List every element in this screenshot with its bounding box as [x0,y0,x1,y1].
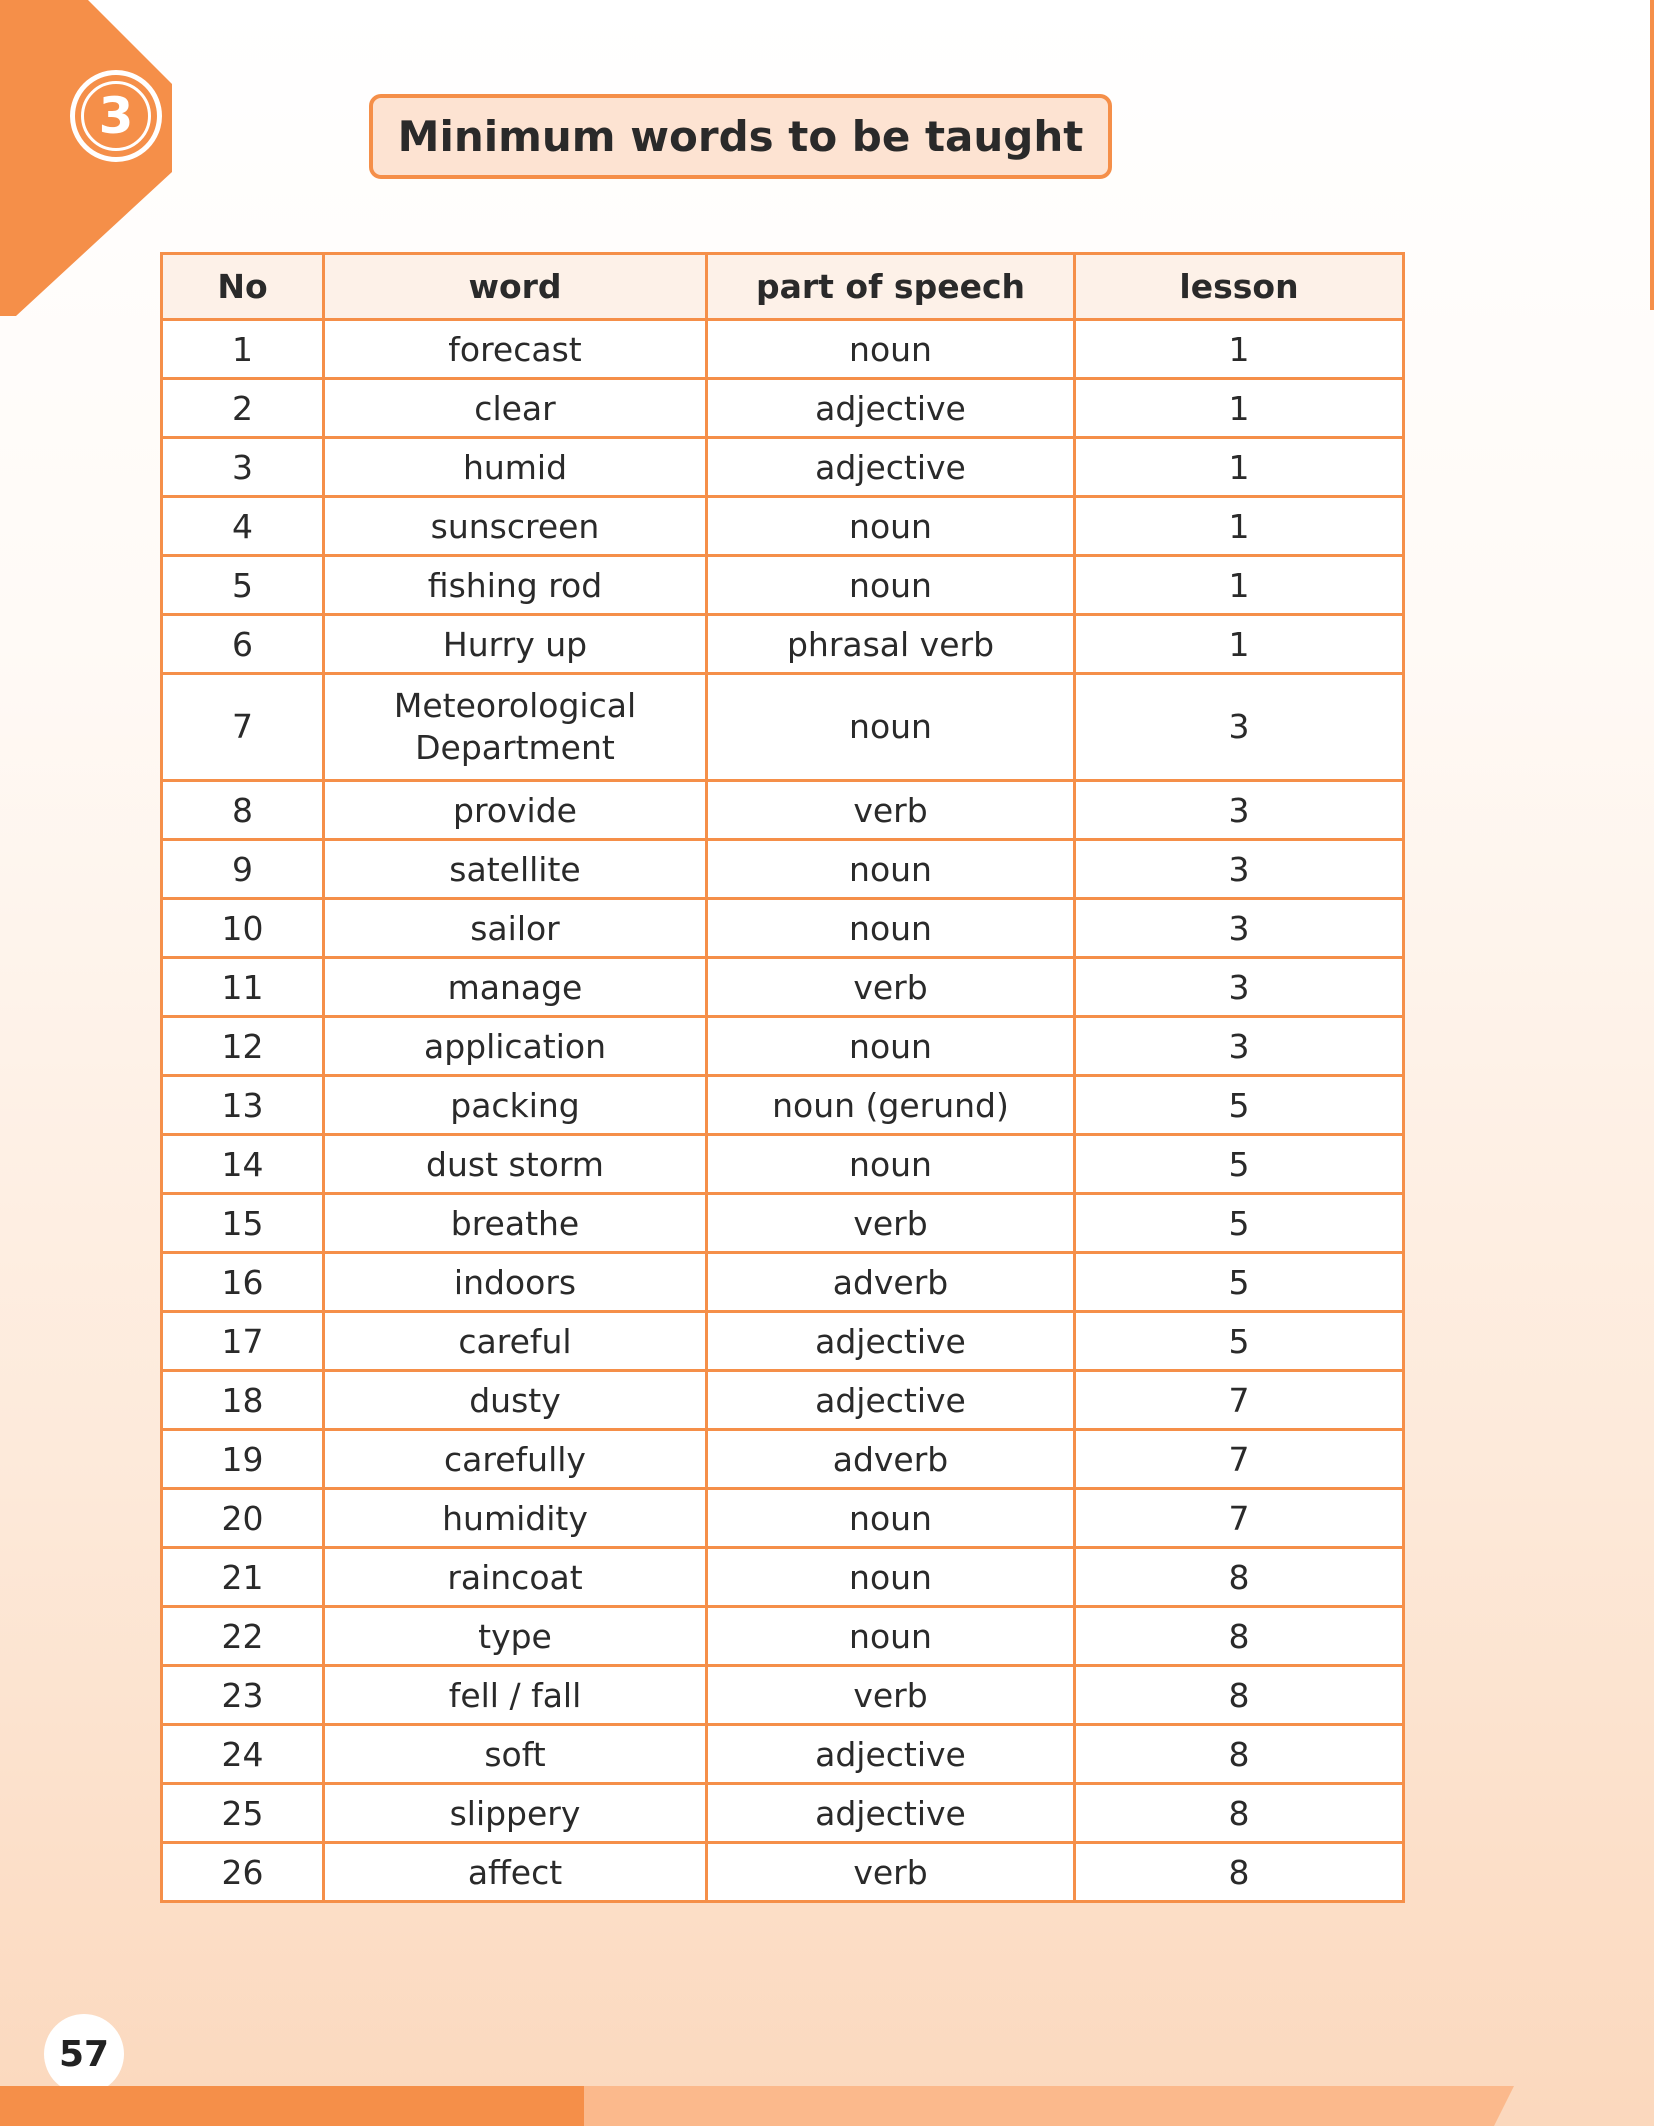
header-word: word [324,254,707,320]
cell-part-of-speech: noun [707,674,1075,781]
table-row [162,1135,1404,1194]
cell-lesson: 1 [1075,556,1404,615]
cell-lesson: 5 [1075,1253,1404,1312]
corner-tab-decoration [0,0,172,316]
cell-lesson: 3 [1075,840,1404,899]
cell-word: packing [324,1076,707,1135]
cell-word: clear [324,379,707,438]
cell-no: 5 [162,556,324,615]
chapter-badge [70,70,162,162]
cell-word-line: Meteorological [393,686,637,725]
table-row [162,1430,1404,1489]
cell-part-of-speech: adverb [707,1253,1075,1312]
table-row [162,320,1404,379]
table-header-row [162,254,1404,320]
cell-no: 8 [162,781,324,840]
right-edge-decoration [1650,0,1654,310]
table-row [162,438,1404,497]
cell-lesson: 8 [1075,1607,1404,1666]
cell-word: type [324,1607,707,1666]
cell-lesson: 5 [1075,1135,1404,1194]
cell-lesson: 1 [1075,379,1404,438]
cell-part-of-speech: noun [707,899,1075,958]
cell-no: 9 [162,840,324,899]
cell-no: 18 [162,1371,324,1430]
table-row [162,1489,1404,1548]
cell-no: 22 [162,1607,324,1666]
cell-part-of-speech: adjective [707,379,1075,438]
cell-part-of-speech: noun [707,840,1075,899]
cell-lesson: 1 [1075,615,1404,674]
cell-part-of-speech: noun [707,1607,1075,1666]
cell-word: carefully [324,1430,707,1489]
cell-word: forecast [324,320,707,379]
cell-lesson: 3 [1075,674,1404,781]
cell-lesson: 8 [1075,1784,1404,1843]
table-row [162,1548,1404,1607]
cell-lesson: 7 [1075,1371,1404,1430]
table-row [162,1666,1404,1725]
cell-word: dusty [324,1371,707,1430]
page-title: Minimum words to be taught [369,94,1112,179]
cell-lesson: 8 [1075,1548,1404,1607]
table-row [162,674,1404,781]
cell-no: 19 [162,1430,324,1489]
table-row [162,1371,1404,1430]
cell-part-of-speech: noun (gerund) [707,1076,1075,1135]
cell-part-of-speech: adjective [707,438,1075,497]
cell-word: sailor [324,899,707,958]
cell-lesson: 3 [1075,781,1404,840]
page-number: 57 [44,2014,124,2094]
cell-word: soft [324,1725,707,1784]
cell-word: provide [324,781,707,840]
header-lesson: lesson [1075,254,1404,320]
cell-no: 1 [162,320,324,379]
cell-no: 12 [162,1017,324,1076]
cell-no: 6 [162,615,324,674]
cell-part-of-speech: noun [707,497,1075,556]
table-row [162,615,1404,674]
cell-lesson: 8 [1075,1725,1404,1784]
cell-word: satellite [324,840,707,899]
cell-no: 11 [162,958,324,1017]
table-row [162,556,1404,615]
cell-part-of-speech: verb [707,781,1075,840]
table-row [162,379,1404,438]
cell-word: manage [324,958,707,1017]
cell-word: breathe [324,1194,707,1253]
table-row [162,958,1404,1017]
cell-word: raincoat [324,1548,707,1607]
cell-no: 14 [162,1135,324,1194]
table-row [162,1607,1404,1666]
table-row [162,1017,1404,1076]
cell-no: 7 [162,674,324,781]
cell-part-of-speech: adjective [707,1784,1075,1843]
cell-part-of-speech: adverb [707,1430,1075,1489]
cell-part-of-speech: verb [707,1194,1075,1253]
cell-lesson: 1 [1075,320,1404,379]
table-row [162,781,1404,840]
cell-lesson: 3 [1075,1017,1404,1076]
table-row [162,1843,1404,1902]
cell-word: slippery [324,1784,707,1843]
cell-part-of-speech: verb [707,958,1075,1017]
cell-word: careful [324,1312,707,1371]
table-row [162,1784,1404,1843]
cell-lesson: 8 [1075,1843,1404,1902]
cell-part-of-speech: verb [707,1666,1075,1725]
cell-no: 15 [162,1194,324,1253]
footer-band-light [584,2086,1514,2126]
cell-lesson: 5 [1075,1076,1404,1135]
header-no: No [162,254,324,320]
table-row [162,1725,1404,1784]
cell-word [324,674,707,781]
cell-part-of-speech: adjective [707,1312,1075,1371]
cell-no: 4 [162,497,324,556]
cell-part-of-speech: verb [707,1843,1075,1902]
cell-part-of-speech: noun [707,1017,1075,1076]
cell-word: Hurry up [324,615,707,674]
cell-lesson: 3 [1075,899,1404,958]
cell-part-of-speech: noun [707,1548,1075,1607]
cell-word: application [324,1017,707,1076]
cell-no: 21 [162,1548,324,1607]
footer-band-dark [0,2086,584,2126]
table-row [162,899,1404,958]
cell-no: 25 [162,1784,324,1843]
cell-no: 16 [162,1253,324,1312]
cell-word: indoors [324,1253,707,1312]
cell-no: 20 [162,1489,324,1548]
table-row [162,497,1404,556]
cell-lesson: 8 [1075,1666,1404,1725]
cell-part-of-speech: noun [707,1135,1075,1194]
cell-lesson: 1 [1075,497,1404,556]
cell-no: 24 [162,1725,324,1784]
cell-word: fishing rod [324,556,707,615]
table-row [162,1312,1404,1371]
cell-no: 10 [162,899,324,958]
cell-part-of-speech: noun [707,556,1075,615]
cell-lesson: 3 [1075,958,1404,1017]
table-row [162,1194,1404,1253]
cell-no: 13 [162,1076,324,1135]
cell-no: 26 [162,1843,324,1902]
table-row [162,1253,1404,1312]
cell-part-of-speech: noun [707,320,1075,379]
cell-word: dust storm [324,1135,707,1194]
cell-lesson: 7 [1075,1430,1404,1489]
table-row [162,840,1404,899]
cell-lesson: 5 [1075,1194,1404,1253]
cell-word: humid [324,438,707,497]
cell-lesson: 7 [1075,1489,1404,1548]
cell-word: humidity [324,1489,707,1548]
header-part-of-speech: part of speech [707,254,1075,320]
cell-no: 17 [162,1312,324,1371]
cell-part-of-speech: adjective [707,1725,1075,1784]
cell-part-of-speech: noun [707,1489,1075,1548]
cell-word: affect [324,1843,707,1902]
cell-no: 2 [162,379,324,438]
cell-word: fell / fall [324,1666,707,1725]
cell-no: 3 [162,438,324,497]
vocabulary-table [160,252,1405,1903]
chapter-number: 3 [81,81,151,151]
cell-part-of-speech: phrasal verb [707,615,1075,674]
cell-word-line: Department [415,728,615,767]
cell-lesson: 1 [1075,438,1404,497]
table-row [162,1076,1404,1135]
cell-no: 23 [162,1666,324,1725]
cell-word: sunscreen [324,497,707,556]
cell-lesson: 5 [1075,1312,1404,1371]
cell-part-of-speech: adjective [707,1371,1075,1430]
